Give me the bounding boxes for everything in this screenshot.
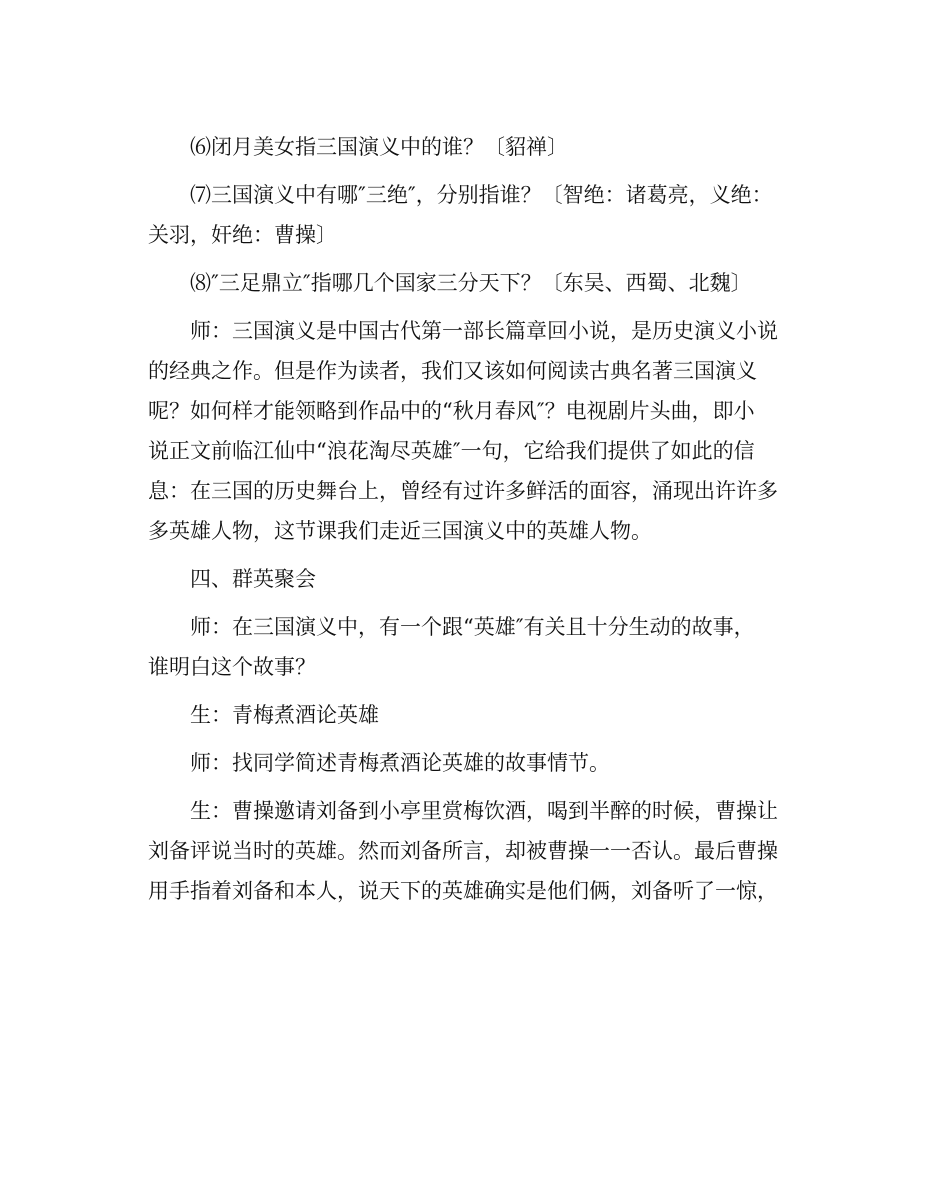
section-heading-text: 四、群英聚会 <box>190 567 316 591</box>
paragraph-teacher-intro <box>148 311 802 551</box>
text-line: 刘备评说当时的英雄。然而刘备所言，却被曹操一一否认。最后曹操 <box>148 839 778 863</box>
text-line: 用手指着刘备和本人，说天下的英雄确实是他们俩，刘备听了一惊， <box>148 879 778 903</box>
paragraph-student-answer <box>148 695 802 735</box>
paragraph-question-6 <box>148 127 802 167</box>
text-line: 关羽，奸绝：曹操〕 <box>148 223 337 247</box>
text-line: 的经典之作。但是作为读者，我们又该如何阅读古典名著三国演义 <box>148 359 757 383</box>
document-body <box>148 127 802 919</box>
text-line: 师：在三国演义中，有一个跟“英雄″有关且十分生动的故事， <box>190 615 755 639</box>
text-line: 说正文前临江仙中“浪花淘尽英雄″一句，它给我们提供了如此的信 <box>148 439 755 463</box>
text-line: 生：曹操邀请刘备到小亭里赏梅饮酒，喝到半醉的时候，曹操让 <box>190 799 778 823</box>
text-line: 师：找同学简述青梅煮酒论英雄的故事情节。 <box>190 751 610 775</box>
paragraph-question-7 <box>148 175 802 255</box>
paragraph-question-8 <box>148 263 802 303</box>
text-line: ⑻″三足鼎立″指哪几个国家三分天下？〔东吴、西蜀、北魏〕 <box>190 271 752 295</box>
paragraph-teacher-question <box>148 607 802 687</box>
paragraph-teacher-request <box>148 743 802 783</box>
text-line: 师：三国演义是中国古代第一部长篇章回小说，是历史演义小说 <box>190 319 778 343</box>
text-line: 息：在三国的历史舞台上，曾经有过许多鲜活的面容，涌现出许许多 <box>148 479 778 503</box>
text-line: ⑺三国演义中有哪″三绝″，分别指谁？〔智绝：诸葛亮，义绝： <box>190 183 773 207</box>
text-line: 生：青梅煮酒论英雄 <box>190 703 379 727</box>
section-heading <box>148 559 802 599</box>
text-line: 多英雄人物，这节课我们走近三国演义中的英雄人物。 <box>148 519 652 543</box>
paragraph-student-story <box>148 791 802 911</box>
text-line: 呢？如何样才能领略到作品中的“秋月春风″？电视剧片头曲，即小 <box>148 399 755 423</box>
text-line: 谁明白这个故事？ <box>148 655 316 679</box>
text-line: ⑹闭月美女指三国演义中的谁？〔貂禅〕 <box>190 135 568 159</box>
